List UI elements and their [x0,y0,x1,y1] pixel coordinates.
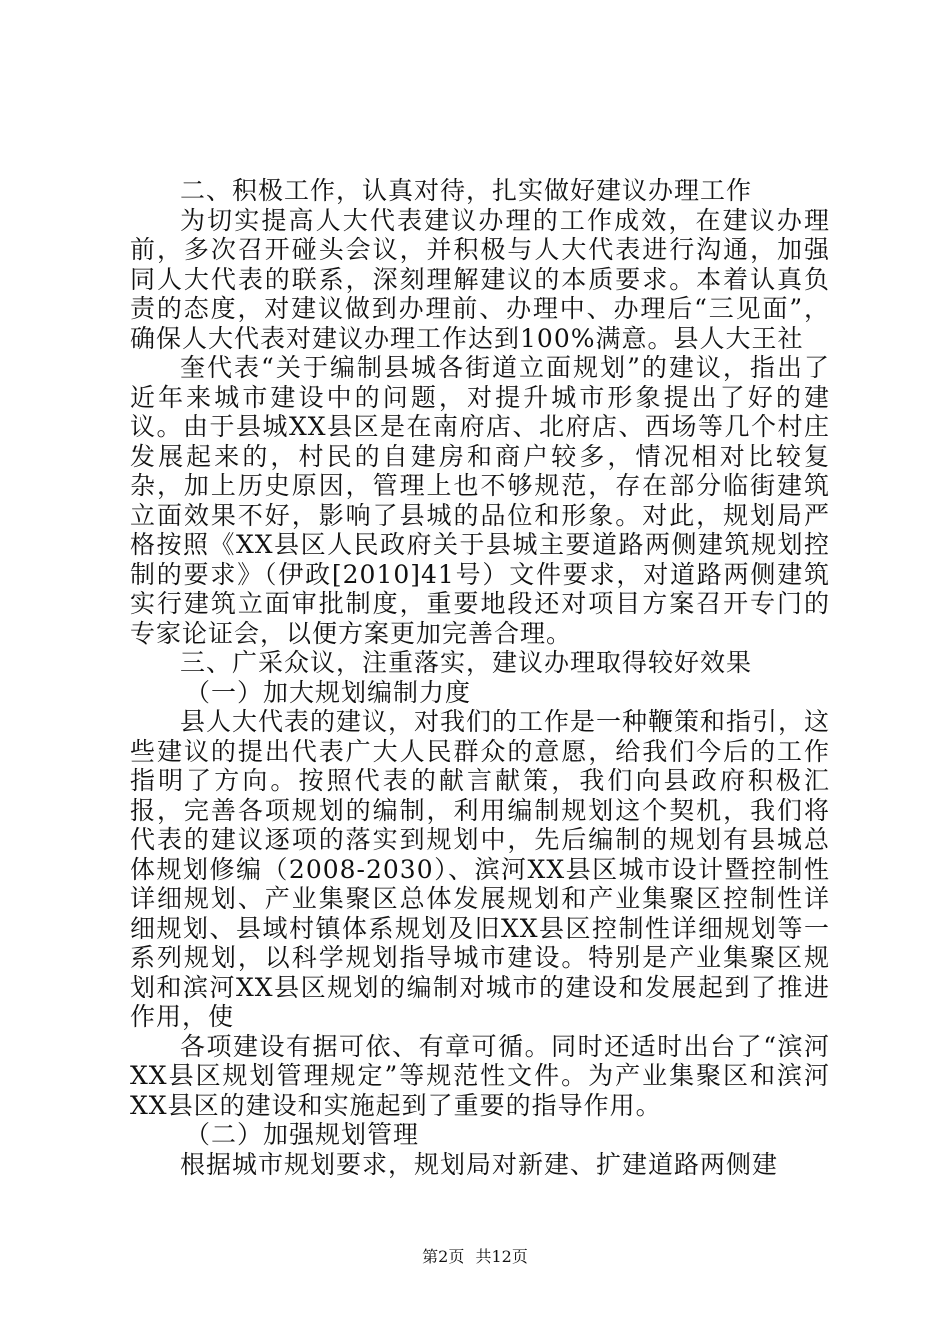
page-footer [0,1244,950,1267]
subheading-2: （二）加强规划管理 [185,1120,420,1149]
document-body [130,176,830,1179]
paragraph: 县人大代表的建议，对我们的工作是一种鞭策和指引，这些建议的提出代表广大人民群众的意愿，给我们今后的工作指明了方向。按照代表的献言献策，我们向县政府积极汇报，完善各项规划的编制，利用编制规划这个契机，我们将代表的建议逐项的落实到规划中，先后编制的规划有县城总体规划修编（2008-2030）、滨河XX县区城市设计暨控制性详细规划、产业集聚区总体发展规划和产业集聚区控制性详细规划、县域村镇体系规划及旧XX县区控制性详细规划等一系列规划，以科学规划指导城市建设。特别是产业集聚区规划和滨河XX县区规划的编制对城市的建设和发展起到了推进作用，使 [130,707,831,1031]
section-heading-2: 二、积极工作，认真对待，扎实做好建议办理工作 [180,176,753,205]
page-number: 第2页 [422,1247,465,1266]
paragraph: 奎代表“关于编制县城各街道立面规划”的建议，指出了近年来城市建设中的问题，对提升城市形象提出了好的建议。由于县城XX县区是在南府店、北府店、西场等几个村庄发展起来的，村民的自建房和商户较多，情况相对比较复杂，加上历史原因，管理上也不够规范，存在部分临街建筑立面效果不好，影响了县城的品位和形象。对此，规划局严格按照《XX县区人民政府关于县城主要道路两侧建筑规划控制的要求》（伊政[2010]41号）文件要求，对道路两侧建筑实行建筑立面审批制度，重要地段还对项目方案召开专门的专家论证会，以便方案更加完善合理。 [130,353,830,648]
paragraph: 为切实提高人大代表建议办理的工作成效，在建议办理前，多次召开碰头会议，并积极与人大代表进行沟通，加强同人大代表的联系，深刻理解建议的本质要求。本着认真负责的态度，对建议做到办理前、办理中、办理后“三见面”，确保人大代表对建议办理工作达到100%满意。县人大王社 [130,205,830,353]
paragraph: 各项建设有据可依、有章可循。同时还适时出台了“滨河XX县区规划管理规定”等规范性文件。为产业集聚区和滨河XX县区的建设和实施起到了重要的指导作用。 [130,1031,830,1120]
subheading-1: （一）加大规划编制力度 [185,677,472,707]
section-heading-3: 三、广采众议，注重落实，建议办理取得较好效果 [180,648,753,677]
page-total: 共12页 [475,1247,528,1266]
paragraph: 根据城市规划要求，规划局对新建、扩建道路两侧建 [180,1149,779,1179]
